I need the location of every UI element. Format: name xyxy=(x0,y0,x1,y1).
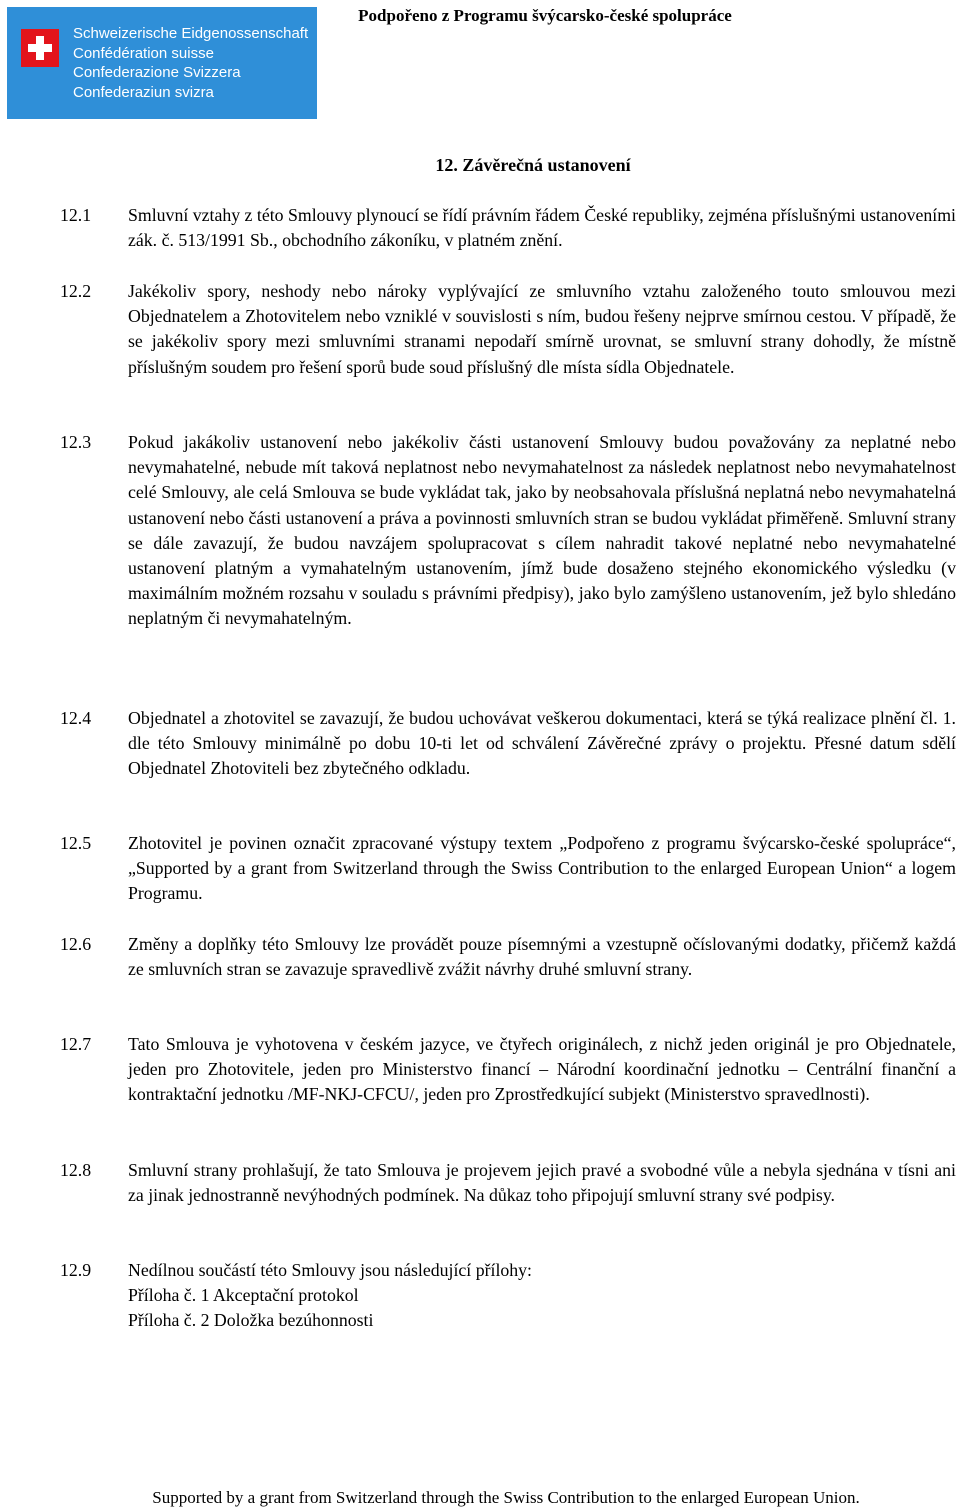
clause-text: Změny a doplňky této Smlouvy lze provádět pouze písemnými a vzestupně očíslovanými dodatky, přičemž každá ze smluvních stran se zavazuje spravedlivě zvážit návrhy druhé smluvní strany. xyxy=(128,934,956,980)
clause-text: Nedílnou součástí této Smlouvy jsou následující přílohy: xyxy=(128,1260,532,1280)
attachment-item: Příloha č. 1 Akceptační protokol xyxy=(128,1285,359,1306)
clause-number: 12.4 xyxy=(60,708,92,728)
clause-12-3 xyxy=(60,430,956,632)
clause-text: Tato Smlouva je vyhotovena v českém jazyce, ve čtyřech originálech, z nichž jeden originál je pro Objednatele, jeden pro Zhotovitele, jeden pro Ministerstvo financí – Národní koordinační jednotku – Centrální finanční a kontraktační jednotku /MF-NKJ-CFCU/, jeden pro Zprostředkující subjekt (Ministerstvo spravedlnosti). xyxy=(128,1034,956,1105)
footer-note: Supported by a grant from Switzerland through the Swiss Contribution to the enlarged European Union. xyxy=(152,1488,860,1507)
clause-text: Zhotovitel je povinen označit zpracované výstupy textem „Podpořeno z programu švýcarsko-české spolupráce“, „Supported by a grant from Switzerland through the Swiss Contribution to the enlarged European Union“ a logem Programu. xyxy=(128,833,956,904)
clause-number: 12.7 xyxy=(60,1034,92,1054)
clause-12-5 xyxy=(60,831,956,907)
clause-number: 12.6 xyxy=(60,934,92,954)
clause-12-7 xyxy=(60,1032,956,1108)
clause-12-1 xyxy=(60,203,956,253)
clause-12-2 xyxy=(60,279,956,380)
clause-12-8 xyxy=(60,1158,956,1208)
header-program-note: Podpořeno z Programu švýcarsko-české spolupráce xyxy=(358,6,732,25)
clause-text: Objednatel a zhotovitel se zavazují, že budou uchovávat veškerou dokumentaci, která se týká realizace plnění čl. 1. dle této Smlouvy minimálně po dobu 10-ti let od schválení Závěrečné zprávy o projektu. Přesné datum sdělí Objednatel Zhotoviteli bez zbytečného odkladu. xyxy=(128,708,956,779)
logo-line: Confederaziun svizra xyxy=(73,83,214,101)
clause-12-9 xyxy=(60,1258,956,1334)
section-title: 12. Závěrečná ustanovení xyxy=(435,155,631,175)
swiss-flag-icon xyxy=(21,29,59,67)
clause-text: Smluvní vztahy z této Smlouvy plynoucí se řídí právním řádem České republiky, zejména příslušnými ustanoveními zák. č. 513/1991 Sb., obchodního zákoníku, v platném znění. xyxy=(128,205,956,251)
clause-number: 12.5 xyxy=(60,833,92,853)
clause-number: 12.9 xyxy=(60,1260,92,1280)
clause-text: Pokud jakákoliv ustanovení nebo jakékoliv části ustanovení Smlouvy budou považovány za neplatné nebo nevymahatelné, nebude mít taková neplatnost nebo nevymahatelnost za následek neplatnost nebo nevymahatelnost celé Smlouvy, ale celá Smlouva se bude vykládat tak, jako by neobsahovala příslušná neplatná nebo nevymahatelná ustanovení nebo části ustanovení a práva a povinnosti smluvních stran se budou vykládat přiměřeně. Smluvní strany se dále zavazují, že budou navzájem spolupracovat s cílem nahradit takové neplatné nebo nevymahatelné ustanovení platným a vymahatelným ustanovením, jímž bude dosaženo stejného ekonomického výsledku (v maximálním možném rozsahu v souladu s právními předpisy), jako bylo zamýšleno ustanovením, jež bylo shledáno neplatným či nevymahatelným. xyxy=(128,432,956,629)
clause-body xyxy=(128,1258,956,1334)
clause-text: Smluvní strany prohlašují, že tato Smlouva je projevem jejich pravé a svobodné vůle a nebyla sjednána v tísni ani za jinak jednostranně nevýhodných podmínek. Na důkaz toho připojují smluvní strany své podpisy. xyxy=(128,1160,956,1206)
swiss-confederation-logo xyxy=(7,7,317,119)
logo-line: Confédération suisse xyxy=(73,44,214,62)
clause-12-6 xyxy=(60,932,956,982)
clause-number: 12.3 xyxy=(60,432,92,452)
logo-line: Schweizerische Eidgenossenschaft xyxy=(73,25,309,42)
clause-number: 12.2 xyxy=(60,281,92,301)
logo-line: Confederazione Svizzera xyxy=(73,64,241,81)
logo-text xyxy=(73,24,308,102)
attachment-item: Příloha č. 2 Doložka bezúhonnosti xyxy=(128,1310,374,1331)
clause-number: 12.8 xyxy=(60,1160,92,1180)
clause-12-4 xyxy=(60,706,956,782)
clause-number: 12.1 xyxy=(60,205,92,225)
clause-text: Jakékoliv spory, neshody nebo nároky vyplývající ze smluvního vztahu založeného touto smlouvou mezi Objednatelem a Zhotovitelem nebo vzniklé v souvislosti s ním, budou řešeny nejprve smírnou cestou. V případě, že se jakékoliv spory mezi smluvními stranami nepodaří smírně urovnat, se smluvní strany dohodly, že místně příslušným soudem pro řešení sporů bude soud příslušný dle místa sídla Objednatele. xyxy=(128,281,956,377)
